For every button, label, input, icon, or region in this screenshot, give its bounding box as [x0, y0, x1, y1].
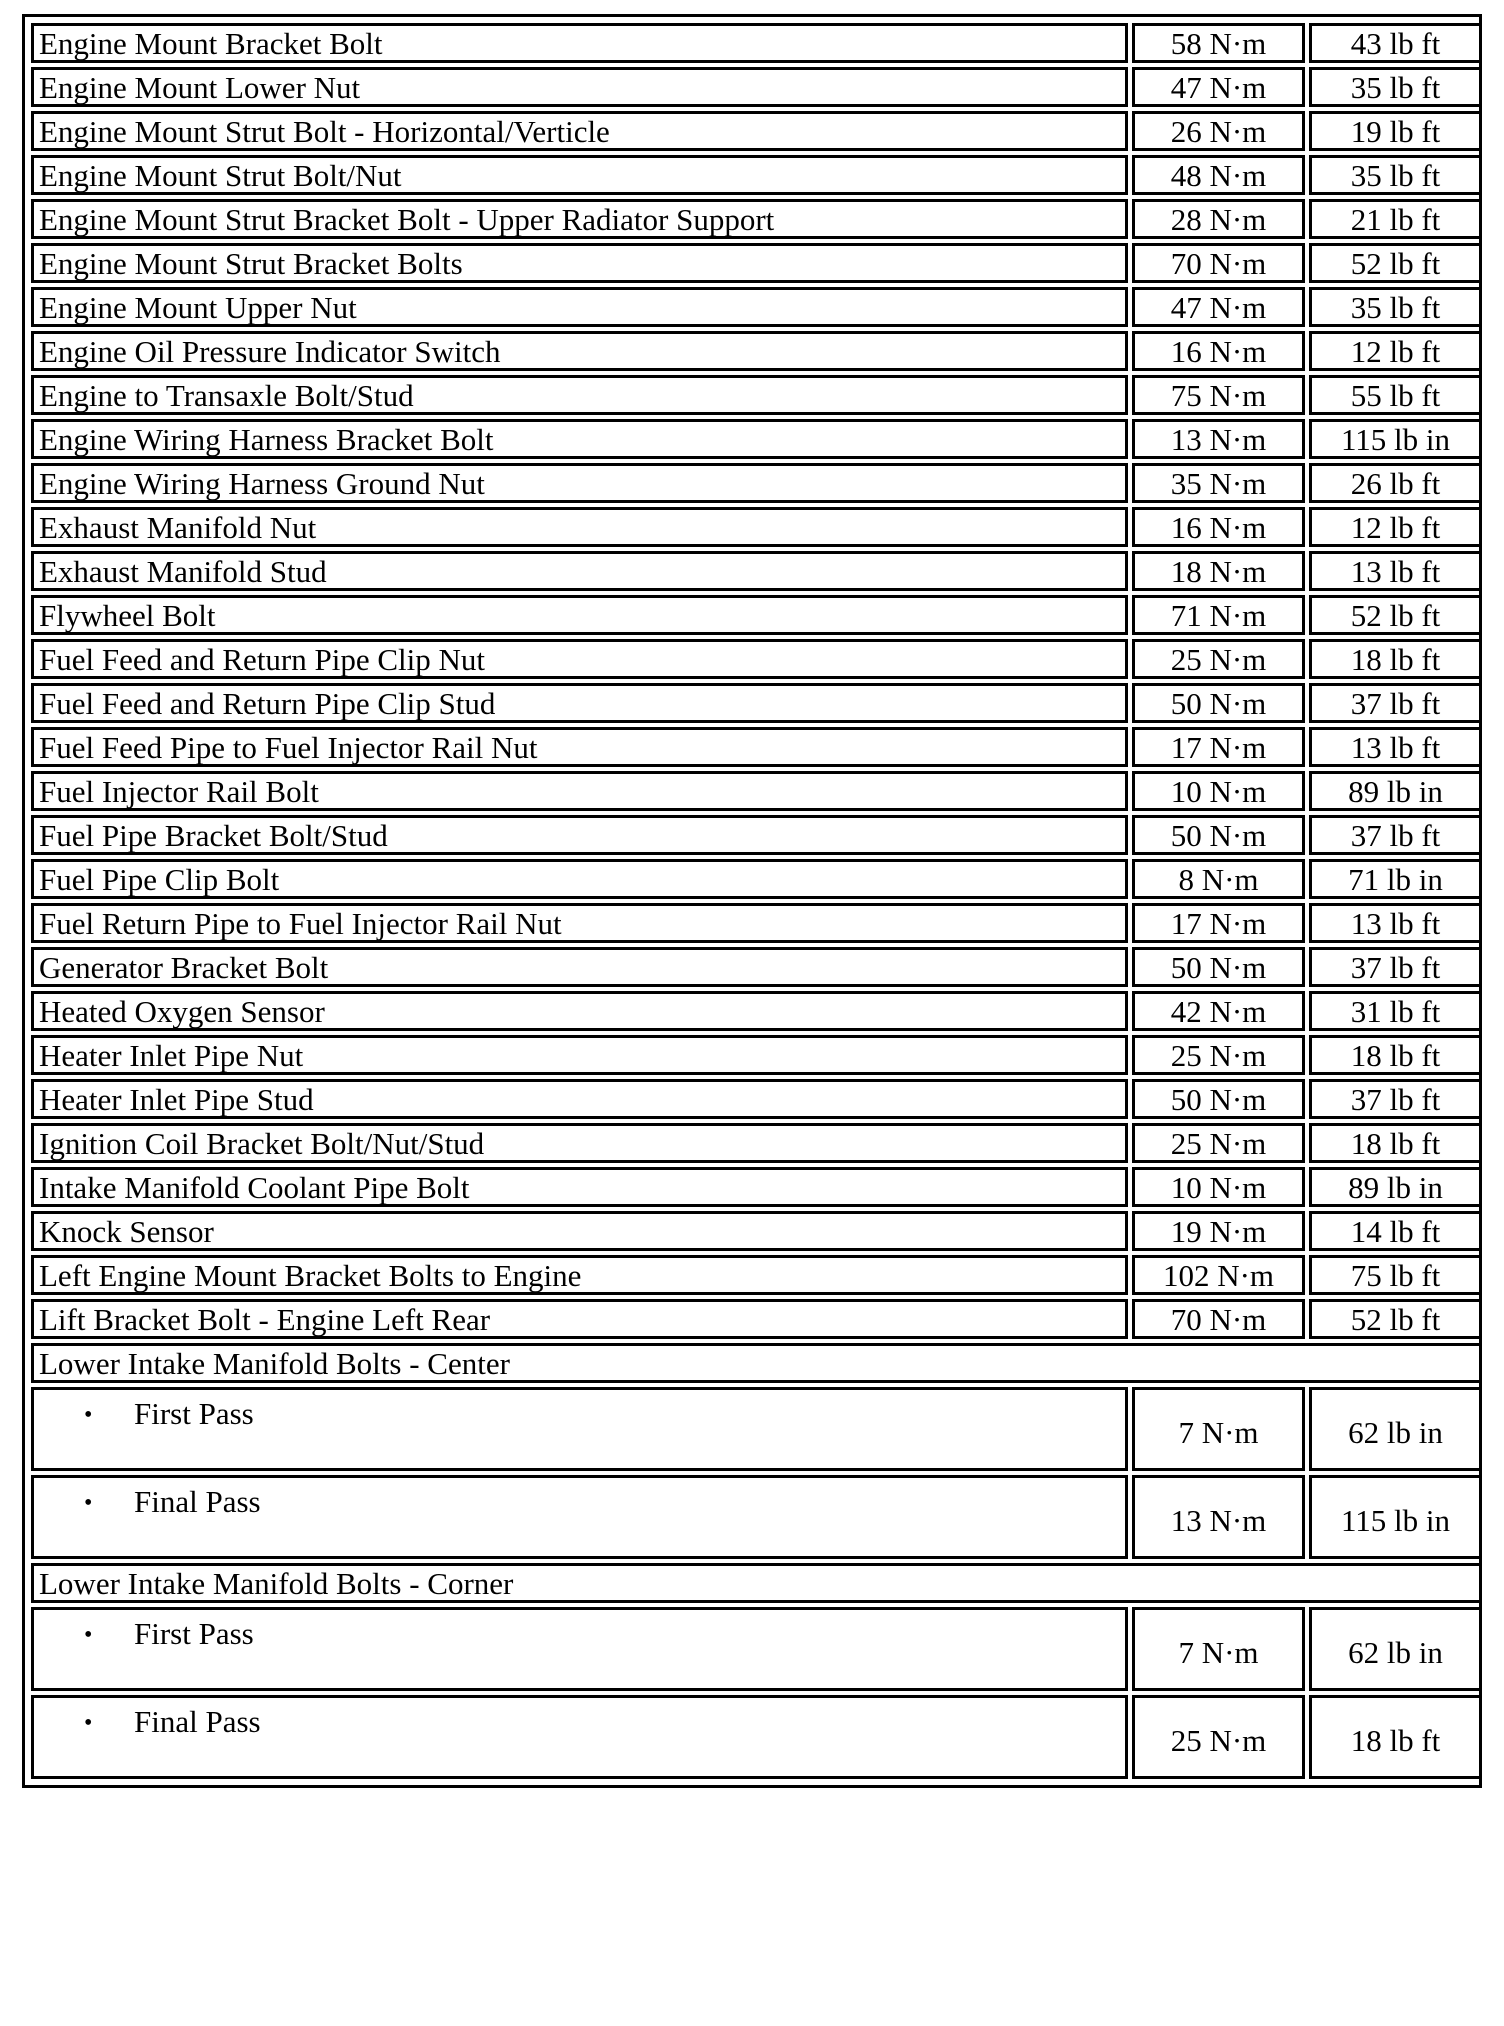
fastener-description: Engine to Transaxle Bolt/Stud	[31, 375, 1128, 415]
table-row	[31, 1167, 1482, 1207]
metric-torque: 47 N·m	[1132, 67, 1305, 107]
fastener-description: Fuel Feed and Return Pipe Clip Nut	[31, 639, 1128, 679]
sub-step-row	[31, 1387, 1482, 1471]
fastener-description: Flywheel Bolt	[31, 595, 1128, 635]
bullet-icon: •	[84, 1710, 93, 1736]
fastener-description: Fuel Feed and Return Pipe Clip Stud	[31, 683, 1128, 723]
metric-torque: 35 N·m	[1132, 463, 1305, 503]
sub-step-row	[31, 1695, 1482, 1779]
table-row	[31, 23, 1482, 63]
table-row	[31, 1123, 1482, 1163]
fastener-description: Fuel Injector Rail Bolt	[31, 771, 1128, 811]
fastener-description: Engine Mount Bracket Bolt	[31, 23, 1128, 63]
fastener-description: Fuel Pipe Clip Bolt	[31, 859, 1128, 899]
fastener-description: Exhaust Manifold Stud	[31, 551, 1128, 591]
fastener-description	[31, 1695, 1128, 1779]
english-torque: 14 lb ft	[1309, 1211, 1482, 1251]
english-torque: 19 lb ft	[1309, 111, 1482, 151]
metric-torque: 17 N·m	[1132, 727, 1305, 767]
table-row	[31, 1299, 1482, 1339]
english-torque: 89 lb in	[1309, 771, 1482, 811]
table-row	[31, 155, 1482, 195]
group-header-label: Lower Intake Manifold Bolts - Center	[31, 1343, 1482, 1383]
english-torque: 13 lb ft	[1309, 903, 1482, 943]
table-row	[31, 947, 1482, 987]
fastener-description: Engine Mount Strut Bolt - Horizontal/Verticle	[31, 111, 1128, 151]
metric-torque: 50 N·m	[1132, 683, 1305, 723]
table-row	[31, 727, 1482, 767]
table-row	[31, 551, 1482, 591]
fastener-description: Heater Inlet Pipe Stud	[31, 1079, 1128, 1119]
fastener-description: Engine Mount Strut Bracket Bolts	[31, 243, 1128, 283]
table-row	[31, 859, 1482, 899]
english-torque: 37 lb ft	[1309, 1079, 1482, 1119]
metric-torque: 13 N·m	[1132, 419, 1305, 459]
fastener-description	[31, 1387, 1128, 1471]
english-torque: 62 lb in	[1309, 1387, 1482, 1471]
table-row	[31, 463, 1482, 503]
fastener-description: Ignition Coil Bracket Bolt/Nut/Stud	[31, 1123, 1128, 1163]
table-body	[31, 23, 1482, 1779]
metric-torque: 70 N·m	[1132, 1299, 1305, 1339]
group-header-row	[31, 1343, 1482, 1383]
metric-torque: 75 N·m	[1132, 375, 1305, 415]
table-row	[31, 1079, 1482, 1119]
english-torque: 89 lb in	[1309, 1167, 1482, 1207]
table-row	[31, 815, 1482, 855]
metric-torque: 18 N·m	[1132, 551, 1305, 591]
english-torque: 37 lb ft	[1309, 815, 1482, 855]
english-torque: 71 lb in	[1309, 859, 1482, 899]
metric-torque: 26 N·m	[1132, 111, 1305, 151]
metric-torque: 71 N·m	[1132, 595, 1305, 635]
table-row	[31, 639, 1482, 679]
group-header-row	[31, 1563, 1482, 1603]
english-torque: 35 lb ft	[1309, 67, 1482, 107]
table-row	[31, 375, 1482, 415]
bullet-icon: •	[84, 1490, 93, 1516]
fastener-description: Generator Bracket Bolt	[31, 947, 1128, 987]
fastener-description: Engine Mount Lower Nut	[31, 67, 1128, 107]
metric-torque: 17 N·m	[1132, 903, 1305, 943]
english-torque: 52 lb ft	[1309, 595, 1482, 635]
english-torque: 37 lb ft	[1309, 683, 1482, 723]
metric-torque: 7 N·m	[1132, 1387, 1305, 1471]
metric-torque: 7 N·m	[1132, 1607, 1305, 1691]
table-row	[31, 199, 1482, 239]
metric-torque: 16 N·m	[1132, 507, 1305, 547]
metric-torque: 28 N·m	[1132, 199, 1305, 239]
metric-torque: 25 N·m	[1132, 1695, 1305, 1779]
table-row	[31, 903, 1482, 943]
table-row	[31, 111, 1482, 151]
metric-torque: 47 N·m	[1132, 287, 1305, 327]
fastener-description: Engine Wiring Harness Ground Nut	[31, 463, 1128, 503]
english-torque: 12 lb ft	[1309, 507, 1482, 547]
metric-torque: 8 N·m	[1132, 859, 1305, 899]
fastener-description: Engine Wiring Harness Bracket Bolt	[31, 419, 1128, 459]
metric-torque: 25 N·m	[1132, 1035, 1305, 1075]
sub-step-row	[31, 1607, 1482, 1691]
fastener-description: Engine Oil Pressure Indicator Switch	[31, 331, 1128, 371]
table-row	[31, 243, 1482, 283]
metric-torque: 50 N·m	[1132, 947, 1305, 987]
group-header-label: Lower Intake Manifold Bolts - Corner	[31, 1563, 1482, 1603]
english-torque: 18 lb ft	[1309, 1035, 1482, 1075]
table-row	[31, 595, 1482, 635]
fastener-description	[31, 1475, 1128, 1559]
metric-torque: 50 N·m	[1132, 1079, 1305, 1119]
sub-step-row	[31, 1475, 1482, 1559]
table-row	[31, 67, 1482, 107]
metric-torque: 102 N·m	[1132, 1255, 1305, 1295]
metric-torque: 19 N·m	[1132, 1211, 1305, 1251]
english-torque: 115 lb in	[1309, 419, 1482, 459]
table-row	[31, 1035, 1482, 1075]
fastener-description: Left Engine Mount Bracket Bolts to Engine	[31, 1255, 1128, 1295]
bullet-icon: •	[84, 1622, 93, 1648]
metric-torque: 48 N·m	[1132, 155, 1305, 195]
english-torque: 21 lb ft	[1309, 199, 1482, 239]
fastener-description: Fuel Return Pipe to Fuel Injector Rail Nut	[31, 903, 1128, 943]
table-row	[31, 419, 1482, 459]
metric-torque: 25 N·m	[1132, 1123, 1305, 1163]
english-torque: 52 lb ft	[1309, 1299, 1482, 1339]
fastener-description: Heater Inlet Pipe Nut	[31, 1035, 1128, 1075]
english-torque: 13 lb ft	[1309, 551, 1482, 591]
fastener-description: Engine Mount Strut Bolt/Nut	[31, 155, 1128, 195]
fastener-description: Engine Mount Strut Bracket Bolt - Upper Radiator Support	[31, 199, 1128, 239]
table-row	[31, 287, 1482, 327]
english-torque: 18 lb ft	[1309, 1123, 1482, 1163]
metric-torque: 58 N·m	[1132, 23, 1305, 63]
english-torque: 35 lb ft	[1309, 287, 1482, 327]
torque-spec-table	[27, 19, 1486, 1783]
fastener-description: Heated Oxygen Sensor	[31, 991, 1128, 1031]
english-torque: 12 lb ft	[1309, 331, 1482, 371]
english-torque: 31 lb ft	[1309, 991, 1482, 1031]
step-label: First Pass	[134, 1396, 254, 1431]
english-torque: 62 lb in	[1309, 1607, 1482, 1691]
english-torque: 52 lb ft	[1309, 243, 1482, 283]
fastener-description	[31, 1607, 1128, 1691]
step-label: Final Pass	[134, 1484, 261, 1519]
fastener-description: Fuel Pipe Bracket Bolt/Stud	[31, 815, 1128, 855]
fastener-description: Engine Mount Upper Nut	[31, 287, 1128, 327]
metric-torque: 25 N·m	[1132, 639, 1305, 679]
english-torque: 35 lb ft	[1309, 155, 1482, 195]
fastener-description: Exhaust Manifold Nut	[31, 507, 1128, 547]
metric-torque: 16 N·m	[1132, 331, 1305, 371]
table-row	[31, 507, 1482, 547]
torque-spec-sheet	[22, 14, 1482, 1788]
metric-torque: 13 N·m	[1132, 1475, 1305, 1559]
metric-torque: 50 N·m	[1132, 815, 1305, 855]
fastener-description: Knock Sensor	[31, 1211, 1128, 1251]
english-torque: 115 lb in	[1309, 1475, 1482, 1559]
table-row	[31, 771, 1482, 811]
english-torque: 18 lb ft	[1309, 1695, 1482, 1779]
fastener-description: Intake Manifold Coolant Pipe Bolt	[31, 1167, 1128, 1207]
metric-torque: 42 N·m	[1132, 991, 1305, 1031]
table-row	[31, 683, 1482, 723]
english-torque: 26 lb ft	[1309, 463, 1482, 503]
table-row	[31, 331, 1482, 371]
english-torque: 43 lb ft	[1309, 23, 1482, 63]
english-torque: 18 lb ft	[1309, 639, 1482, 679]
metric-torque: 70 N·m	[1132, 243, 1305, 283]
table-row	[31, 1211, 1482, 1251]
metric-torque: 10 N·m	[1132, 1167, 1305, 1207]
bullet-icon: •	[84, 1402, 93, 1428]
english-torque: 75 lb ft	[1309, 1255, 1482, 1295]
english-torque: 13 lb ft	[1309, 727, 1482, 767]
english-torque: 55 lb ft	[1309, 375, 1482, 415]
fastener-description: Fuel Feed Pipe to Fuel Injector Rail Nut	[31, 727, 1128, 767]
metric-torque: 10 N·m	[1132, 771, 1305, 811]
english-torque: 37 lb ft	[1309, 947, 1482, 987]
fastener-description: Lift Bracket Bolt - Engine Left Rear	[31, 1299, 1128, 1339]
step-label: Final Pass	[134, 1704, 261, 1739]
table-row	[31, 991, 1482, 1031]
table-row	[31, 1255, 1482, 1295]
step-label: First Pass	[134, 1616, 254, 1651]
